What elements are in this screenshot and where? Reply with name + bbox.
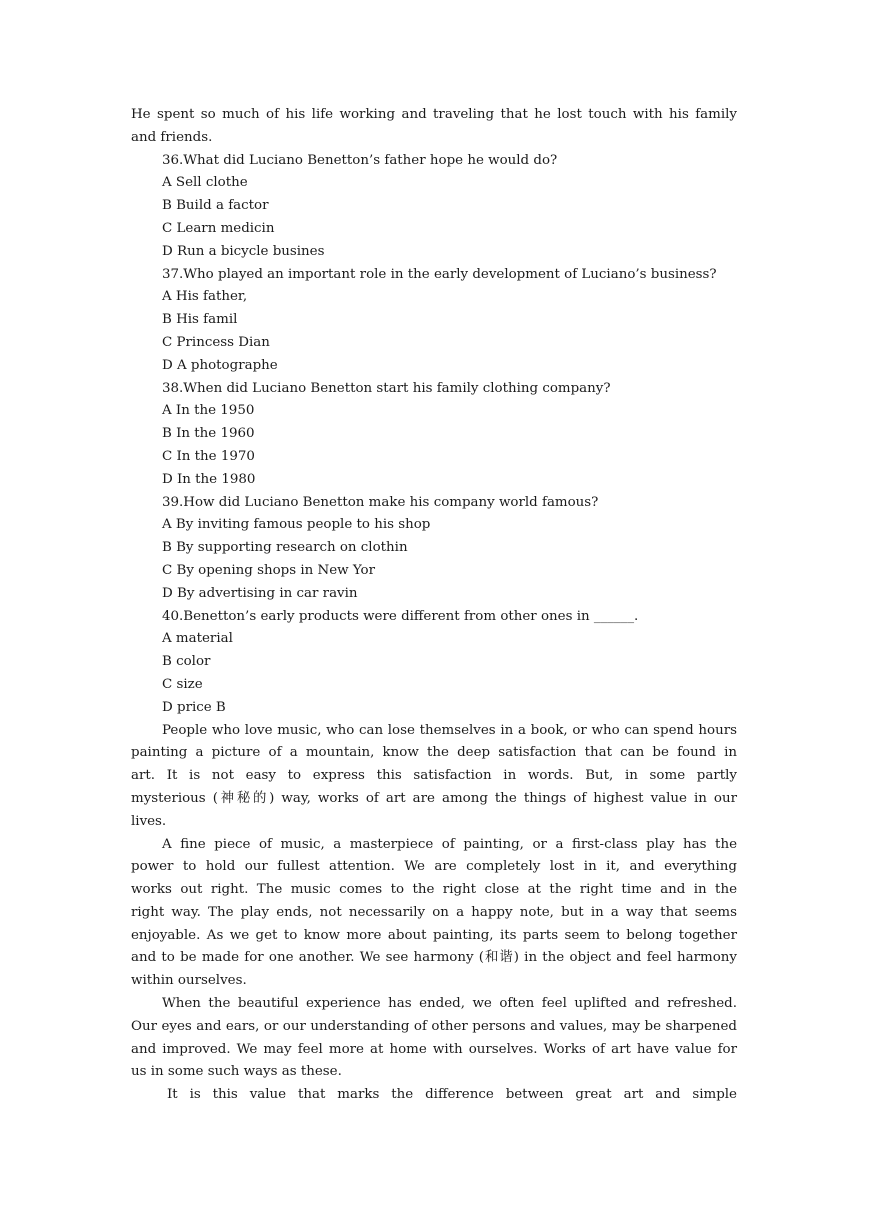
text-line: and improved. We may feel more at home with ourselves. Works of art have value for [131,1041,737,1057]
text-line: mysterious (神秘的) way, works of art are among the things of highest value in our [131,790,737,806]
answer-option: D Run a bicycle busines [162,243,325,259]
question-stem: 37.Who played an important role in the early development of Luciano’s business? [162,266,717,282]
question-38 [131,378,737,492]
text-line: Our eyes and ears, or our understanding of other persons and values, may be sharpened [131,1018,737,1034]
answer-option: B By supporting research on clothin [162,540,408,556]
document-body [131,104,737,1107]
text-line: power to hold our fullest attention. We are completely lost in it, and everything [131,859,737,875]
answer-option: B In the 1960 [162,426,255,442]
question-stem: 40.Benetton’s early products were different from other ones in ______. [162,608,639,624]
answer-option: A By inviting famous people to his shop [162,517,431,533]
text-line: art. It is not easy to express this satisfaction in words. But, in some partly [131,768,737,784]
answer-option: D By advertising in car ravin [162,585,358,601]
answer-option: C By opening shops in New Yor [162,562,376,578]
answer-option: C Princess Dian [162,334,270,350]
answer-option: B Build a factor [162,198,269,214]
text-line: When the beautiful experience has ended, we often feel uplifted and refreshed. [162,996,737,1012]
passage-paragraph [131,834,737,994]
passage-paragraph [131,993,737,1084]
answer-option: D price B [162,699,226,715]
answer-option: C Learn medicin [162,220,275,236]
text-line: within ourselves. [131,973,247,989]
text-line: He spent so much of his life working and traveling that he lost touch with his family [131,107,737,122]
answer-option: A Sell clothe [162,175,248,191]
answer-option: C size [162,676,203,692]
question-stem: 39.How did Luciano Benetton make his company world famous? [162,494,599,510]
answer-option: A material [162,631,233,647]
text-line: right way. The play ends, not necessarily on a happy note, but in a way that seems [131,904,737,920]
text-line: and friends. [131,129,213,145]
answer-option: D In the 1980 [162,471,256,487]
question-40 [131,606,737,720]
text-line: us in some such ways as these. [131,1064,342,1080]
answer-option: D A photographe [162,357,278,373]
text-line: enjoyable. As we get to know more about painting, its parts seem to belong together [131,927,737,943]
text-line: It is this value that marks the difference between great art and simple [167,1087,737,1103]
answer-option: A In the 1950 [162,403,255,419]
answer-option: B His famil [162,312,238,328]
question-39 [131,492,737,606]
question-stem: 38.When did Luciano Benetton start his family clothing company? [162,380,611,396]
answer-option: C In the 1970 [162,448,255,464]
question-stem: 36.What did Luciano Benetton’s father hope he would do? [162,152,558,168]
answer-option: A His father, [162,289,248,305]
intro-paragraph [131,104,737,150]
question-36 [131,150,737,264]
text-line: painting a picture of a mountain, know the deep satisfaction that can be found in [131,745,737,761]
text-line: works out right. The music comes to the right close at the right time and in the [131,882,737,898]
text-line: lives. [131,813,167,829]
passage-paragraph [131,1084,737,1107]
text-line: and to be made for one another. We see harmony (和谐) in the object and feel harmony [131,950,737,966]
text-line: People who love music, who can lose themselves in a book, or who can spend hours [162,722,737,738]
answer-option: B color [162,654,211,670]
question-37 [131,264,737,378]
text-line: A fine piece of music, a masterpiece of painting, or a first-class play has the [162,836,737,852]
passage-paragraph [131,720,737,834]
